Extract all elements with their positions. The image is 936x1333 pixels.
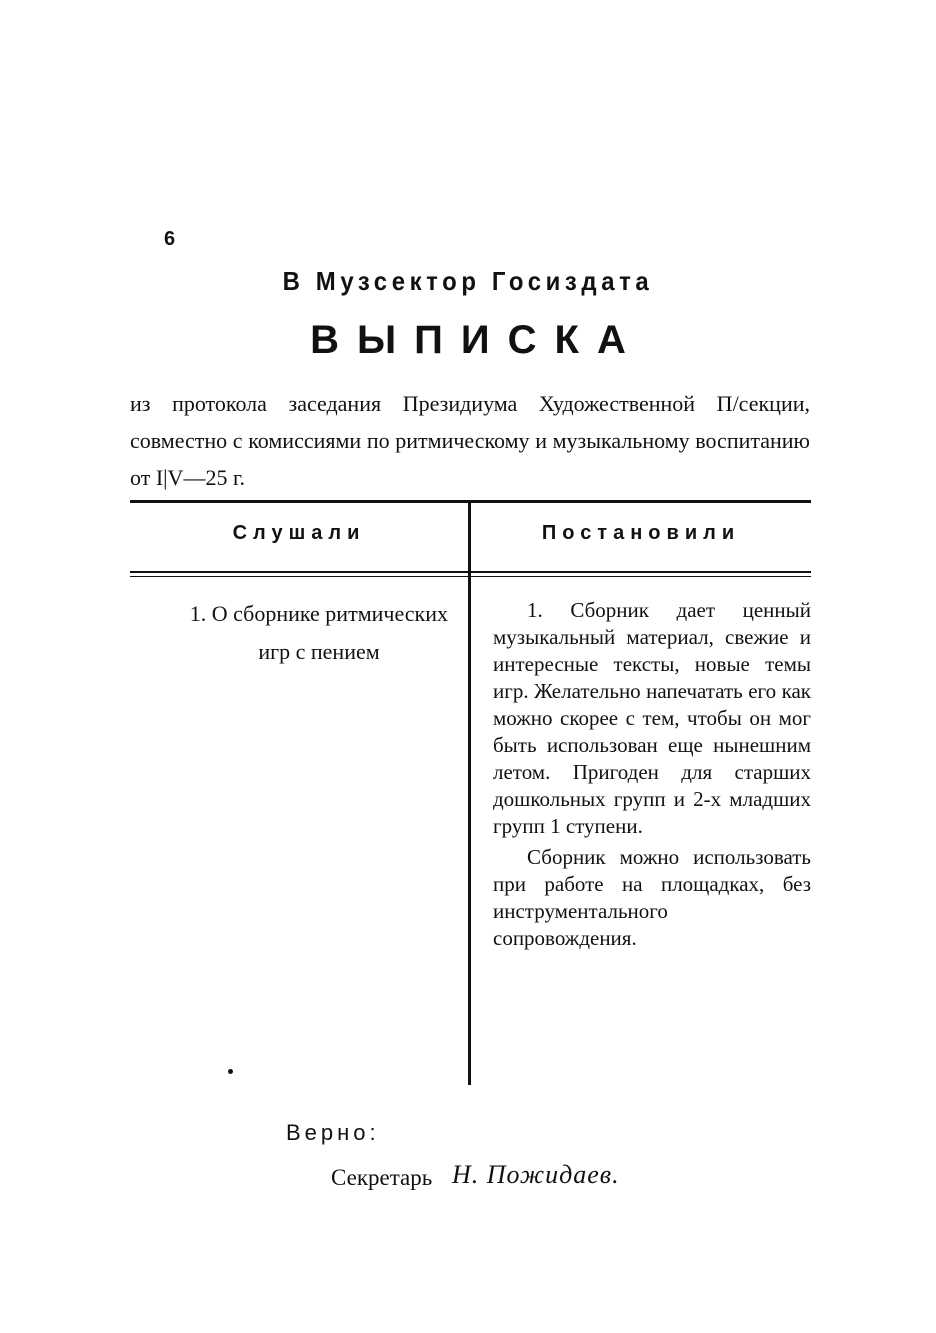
decided-paragraph-2: Сборник можно использовать при работе на площадках, без инструментального сопровождения. (493, 845, 811, 950)
header-double-rule (130, 571, 811, 573)
decided-paragraph-1: 1. Сборник дает ценный музыкальный материал, свежие и интересные тексты, новые темы игр. Желательно напечатать его как можно скорее с тем, чтобы он мог быть использован еще нынешним летом. Пригоден для старших дошкольных групп и 2-х младших групп 1 ступени. (493, 598, 811, 838)
addressee-heading: В Музсектор Госиздата (282, 266, 654, 296)
heard-item-line-1: 1. О сборнике ритмических (189, 601, 448, 626)
column-header-decided: Постановили (541, 522, 741, 544)
heard-item (130, 595, 448, 671)
ink-dot (228, 1069, 233, 1074)
page-number: 6 (164, 228, 176, 250)
column-divider (468, 503, 471, 1085)
secretary-label: Секретарь (331, 1165, 433, 1190)
signature: Н. Пожидаев. (452, 1160, 620, 1189)
intro-paragraph: из протокола заседания Президиума Художественной П/секции, совместно с комиссиями по ритмическому и музыкальному воспитанию от I|V—25 г. (130, 391, 810, 490)
heard-item-line-2: игр с пением (258, 639, 380, 664)
certified-label: Верно: (286, 1120, 380, 1145)
header-double-rule-lower (130, 576, 811, 577)
document-title: ВЫПИСКА (310, 318, 644, 362)
column-header-heard: Слушали (232, 522, 366, 544)
decided-text (493, 597, 811, 956)
